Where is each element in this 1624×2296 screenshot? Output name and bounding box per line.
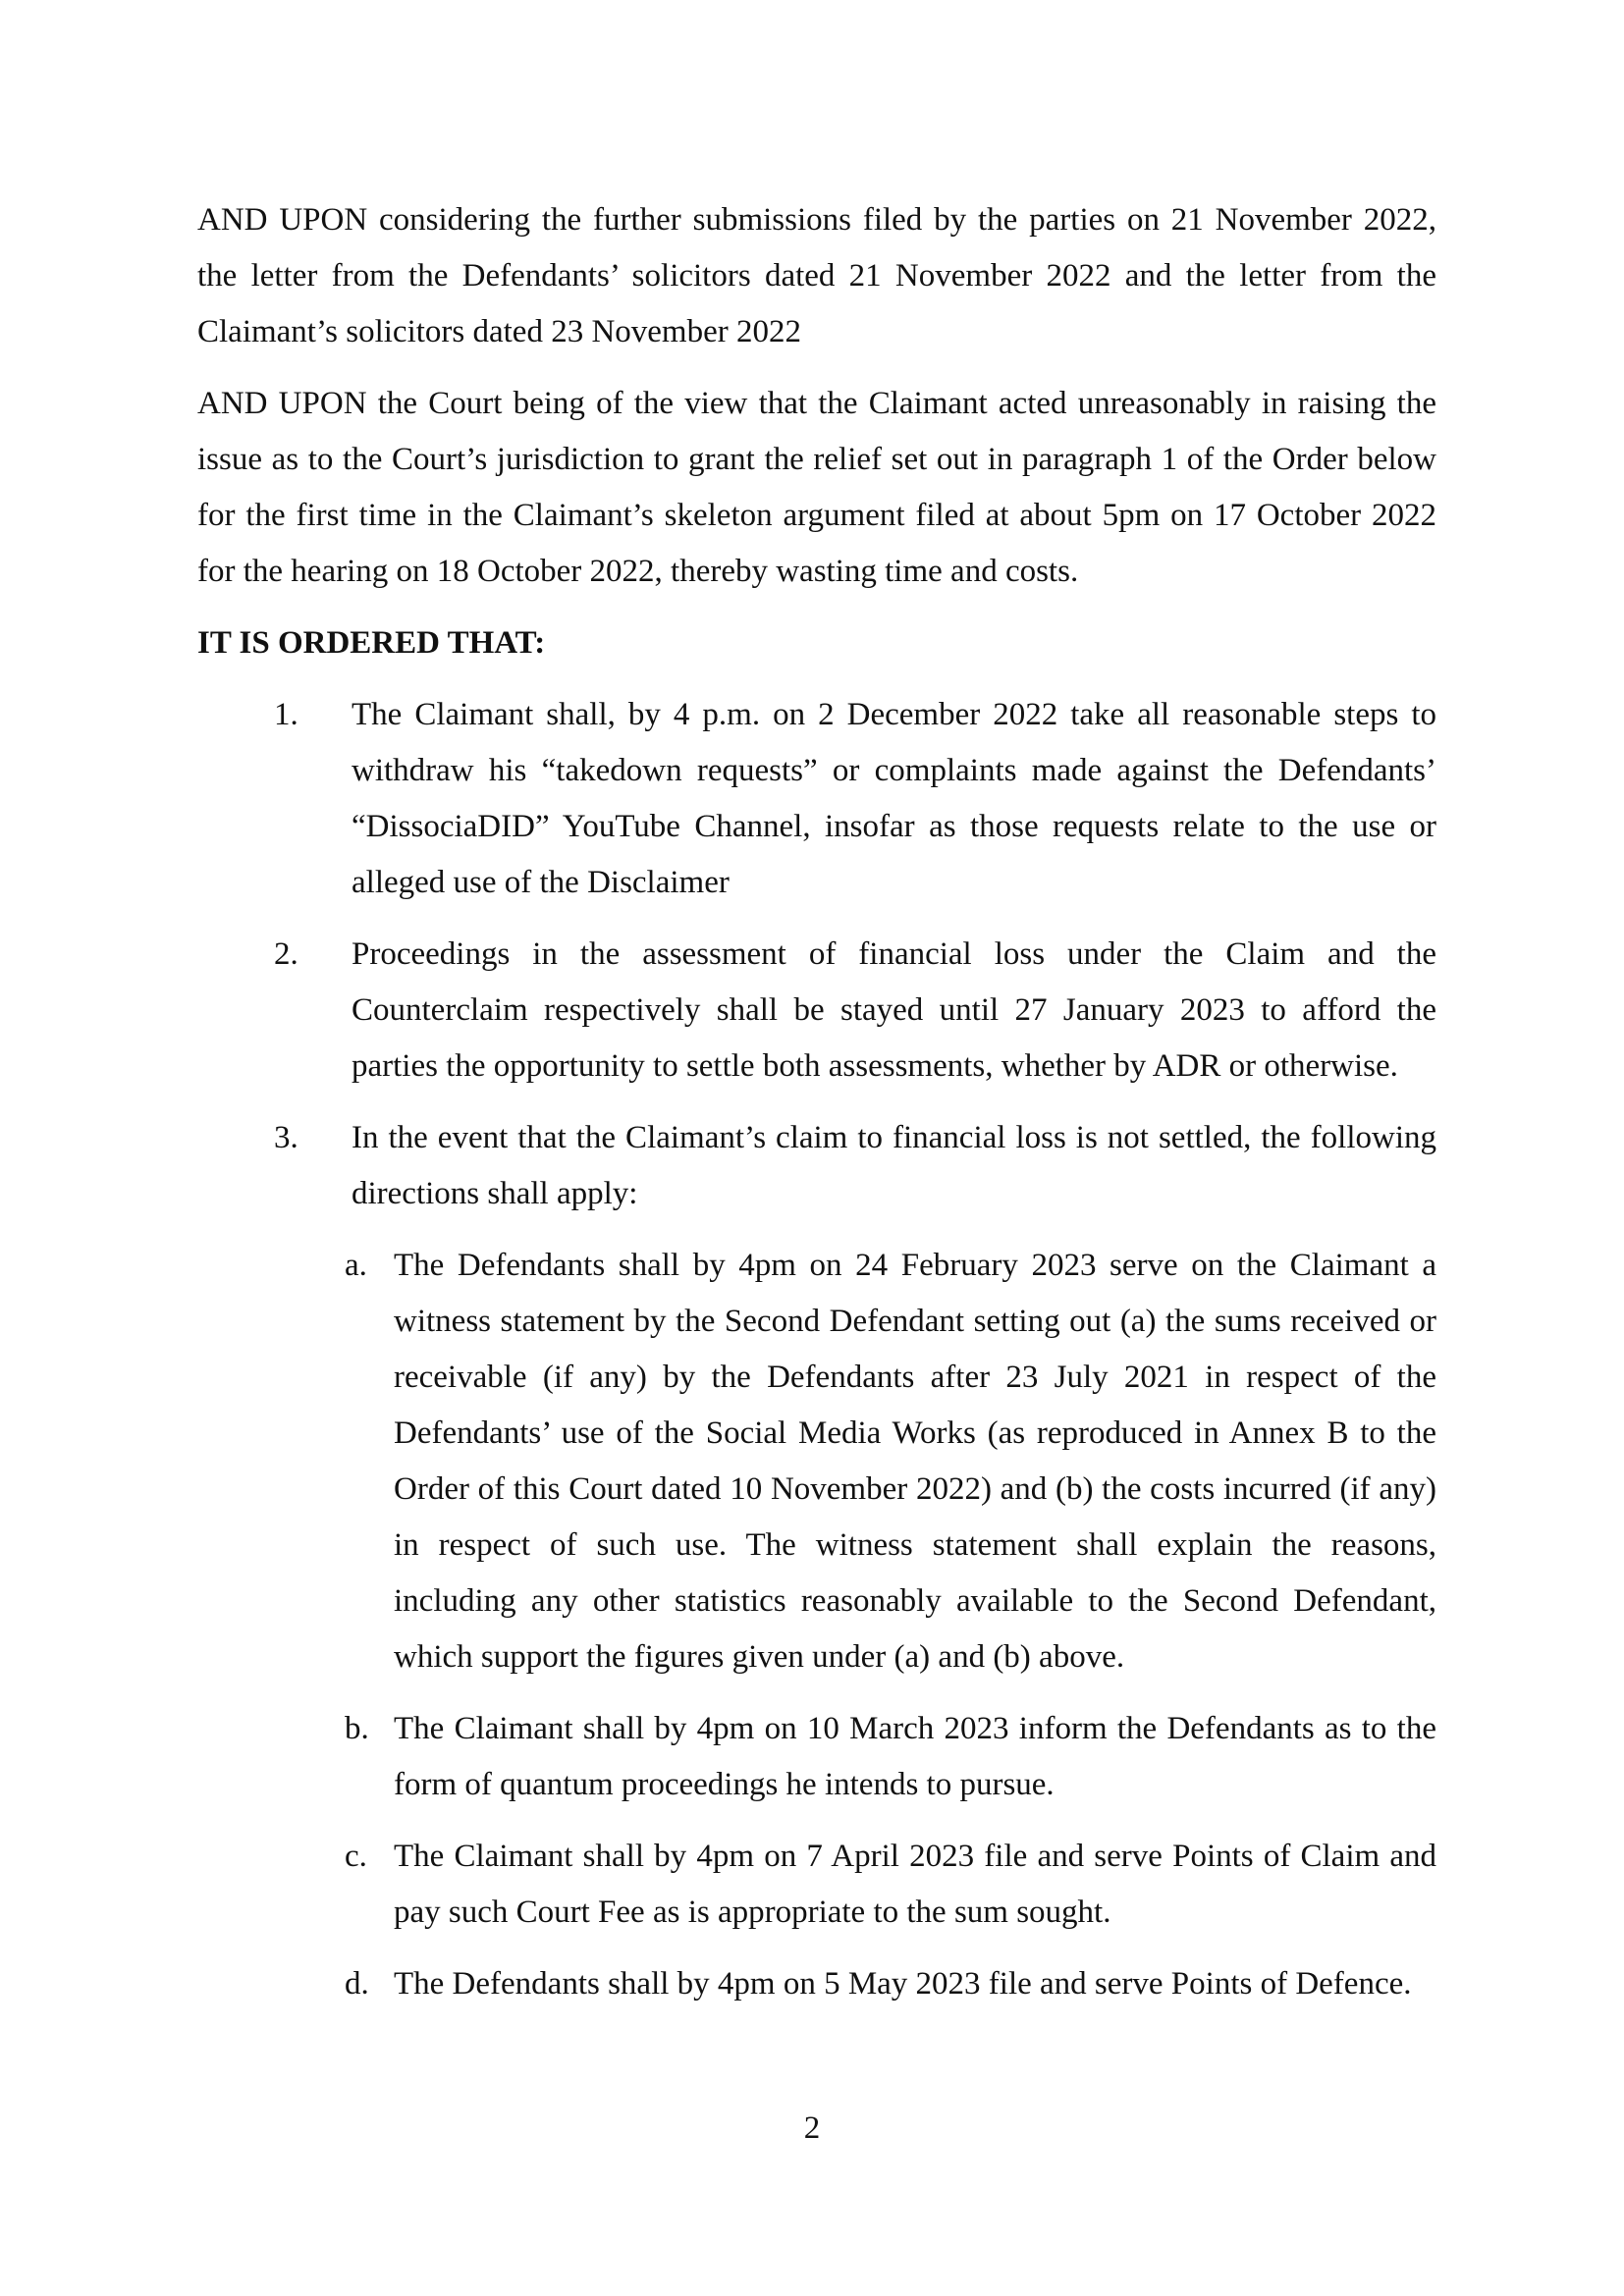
page-number: 2: [803, 2110, 821, 2146]
sub-order-letter: a.: [345, 1248, 367, 1283]
order-item-number: 2.: [274, 936, 298, 972]
recital-paragraph-1: AND UPON considering the further submissions filed by the parties on 21 November 2022, the letter from the Defendants’ solicitors dated 21 November 2022 and the letter from the Claimant’s solicitors dated 23 November 2022: [197, 202, 1436, 349]
sub-order-letter: d.: [345, 1966, 369, 2002]
sub-order-letter: c.: [345, 1839, 367, 1874]
order-item-1: [197, 687, 1436, 911]
sub-order-c: [197, 1829, 1436, 1941]
order-item-3: [197, 1110, 1436, 1222]
sub-order-text: The Defendants shall by 4pm on 24 February 2023 serve on the Claimant a witness statement by the Second Defendant setting out (a) the sums received or receivable (if any) by the Defendants after 23 July 2021 in respect of the Defendants’ use of the Social Media Works (as reproduced in Annex B to the Order of this Court dated 10 November 2022) and (b) the costs incurred (if any) in respect of such use. The witness statement shall explain the reasons, including any other statistics reasonably available to the Second Defendant, which support the figures given under (a) and (b) above.: [394, 1248, 1436, 1675]
order-item-2: [197, 927, 1436, 1095]
sub-order-text: The Claimant shall by 4pm on 7 April 2023 file and serve Points of Claim and pay such Court Fee as is appropriate to the sum sought.: [394, 1839, 1436, 1930]
order-item-text: The Claimant shall, by 4 p.m. on 2 December 2022 take all reasonable steps to withdraw his “takedown requests” or complaints made against the Defendants’ “DissociaDID” YouTube Channel, insofar as those requests relate to the use or alleged use of the Disclaimer: [352, 697, 1436, 900]
sub-order-b: [197, 1701, 1436, 1813]
recital-paragraph-2: AND UPON the Court being of the view that the Claimant acted unreasonably in raising the issue as to the Court’s jurisdiction to grant the relief set out in paragraph 1 of the Order below for the first time in the Claimant’s skeleton argument filed at about 5pm on 17 October 2022 for the hearing on 18 October 2022, thereby wasting time and costs.: [197, 386, 1436, 589]
order-item-text: In the event that the Claimant’s claim to financial loss is not settled, the following directions shall apply:: [352, 1120, 1436, 1211]
sub-order-a: [197, 1238, 1436, 1685]
document-body: [197, 192, 1436, 2028]
sub-order-d: [197, 1956, 1436, 2012]
sub-order-text: The Claimant shall by 4pm on 10 March 2023 inform the Defendants as to the form of quantum proceedings he intends to pursue.: [394, 1711, 1436, 1802]
order-item-number: 1.: [274, 697, 298, 732]
order-item-number: 3.: [274, 1120, 298, 1155]
order-item-text: Proceedings in the assessment of financial loss under the Claim and the Counterclaim respectively shall be stayed until 27 January 2023 to afford the parties the opportunity to settle both assessments, whether by ADR or otherwise.: [352, 936, 1436, 1084]
sub-order-text: The Defendants shall by 4pm on 5 May 2023 file and serve Points of Defence.: [394, 1966, 1412, 2002]
sub-order-letter: b.: [345, 1711, 369, 1746]
order-heading: IT IS ORDERED THAT:: [197, 625, 546, 661]
